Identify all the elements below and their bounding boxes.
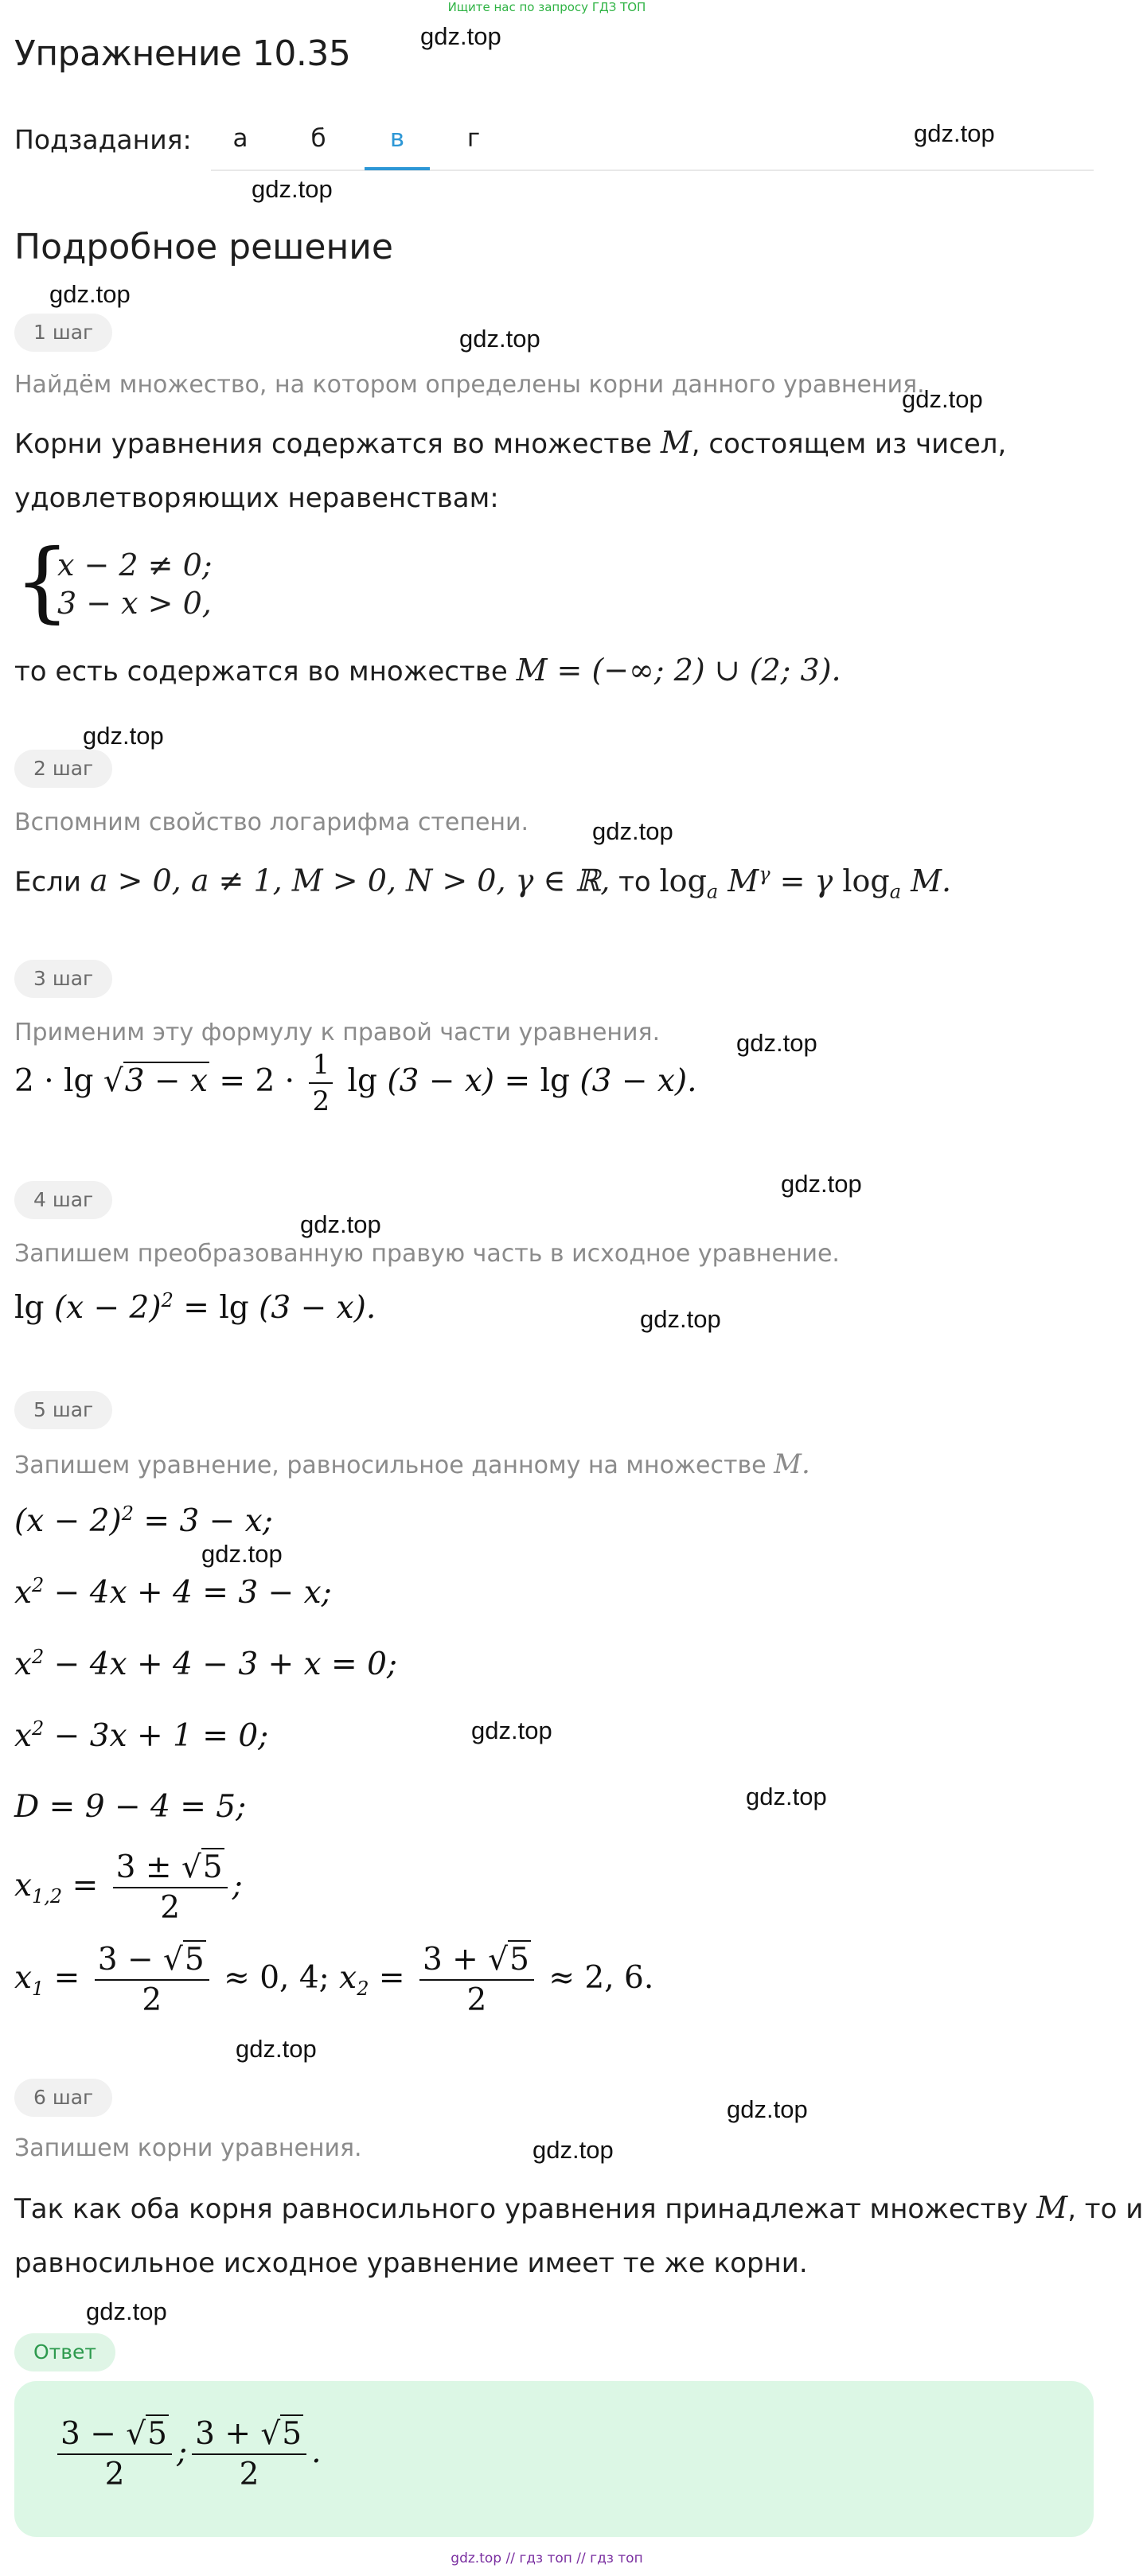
set-variable: M [660,425,692,460]
eq-line-2: $x^2 - 4x + 4 = 3 - x$; [14,1574,332,1611]
step-1-line-1-end: , состоящем из чисел, [691,428,1007,460]
step-1-line-1 [14,425,1006,460]
step-6-line-1 [14,2190,1143,2225]
roots-values: $x_1$ = $\frac{3 - √5}{2}$ ≈ 0, 4; $x_2$ = $\frac{3 + √5}{2}$ ≈ 2, 6. [14,1942,654,2018]
step-2-hint: Вспомним свойство логарифма степени. [14,809,529,836]
tab-b[interactable]: б [310,124,326,153]
watermark: gdz.top [532,2136,614,2164]
step-1-line-2: удовлетворяющих неравенствам: [14,482,499,514]
step-5-badge: 5 шаг [14,1391,112,1429]
step-6-line-2: равносильное исходное уравнение имеет те же корни. [14,2247,808,2279]
page-title: Упражнение 10.35 [14,33,351,74]
subtasks-label: Подзадания: [14,124,192,155]
watermark: gdz.top [420,22,501,50]
watermark: gdz.top [640,1305,721,1333]
tab-divider [211,170,1094,171]
watermark: gdz.top [49,280,131,308]
step-5-hint [14,1448,810,1480]
step-1-line-1-text: Корни уравнения содержатся во множестве [14,428,653,460]
step-1-hint: Найдём множество, на котором определены корни данного уравнения. [14,371,925,399]
watermark: gdz.top [746,1783,827,1810]
watermark: gdz.top [592,817,673,845]
tab-v[interactable]: в [389,124,405,153]
watermark: gdz.top [914,119,995,147]
step-3-badge: 3 шаг [14,960,112,998]
answer-value: $\frac{3 - √5}{2}$ ; $\frac{3 + √5}{2}$ . [53,2416,321,2492]
watermark: gdz.top [781,1170,862,1198]
step-6-hint: Запишем корни уравнения. [14,2134,362,2162]
system-line-1: x − 2 ≠ 0; [57,548,213,583]
solution-heading: Подробное решение [14,227,393,267]
domain-set: M = (−∞; 2) ∪ (2; 3). [516,653,841,688]
step-1-line-3-text: то есть содержатся во множестве [14,656,508,688]
eq-line-1: $(x - 2)^2 = 3 - x$; [14,1502,273,1539]
step-5-hint-var: M. [774,1448,810,1480]
eq-line-3: $x^2 - 4x + 4 - 3 + x = 0$; [14,1646,398,1682]
watermark: gdz.top [83,722,164,750]
step-2-line [14,863,951,902]
step-2-badge: 2 шаг [14,750,112,788]
step-1-line-3 [14,653,841,688]
watermark: gdz.top [201,1540,283,1568]
step-6-line-1-end: , то и [1067,2193,1143,2225]
step-4-equation: $\lg (x - 2)^2 = \lg (3 - x)$. [14,1289,376,1326]
step-4-hint: Запишем преобразованную правую часть в исходное уравнение. [14,1240,840,1268]
system-line-2: 3 − x > 0, [57,586,212,621]
watermark: gdz.top [300,1210,381,1238]
watermark: gdz.top [471,1717,552,1744]
roots-formula: $x_{1,2}$ = $\frac{3 \pm √5}{2}$ ; [14,1849,243,1926]
system-brace: { [14,530,70,632]
watermark: gdz.top [459,325,540,353]
step-6-var: M [1036,2190,1068,2225]
tab-a[interactable]: а [232,124,248,153]
tab-g[interactable]: г [466,124,481,153]
step-2-mid: то [618,866,651,898]
step-1-badge: 1 шаг [14,314,112,352]
step-3-equation: 2 · lg √3 − x = 2 · $\frac{1}{2}$ lg (3 − x) = lg (3 − x). [14,1049,697,1117]
watermark: gdz.top [736,1029,817,1057]
step-6-line-1-text: Так как оба корня равносильного уравнения принадлежат множеству [14,2193,1028,2225]
watermark: gdz.top [727,2095,808,2123]
answer-badge: Ответ [14,2333,115,2371]
log-power-formula: $\log_a M^\gamma = \gamma$ $\log_a M$. [659,863,952,903]
step-6-badge: 6 шаг [14,2079,112,2117]
step-4-badge: 4 шаг [14,1181,112,1219]
eq-line-4: $x^2 - 3x + 1 = 0$; [14,1717,269,1754]
log-conditions: a > 0, a ≠ 1, M > 0, N > 0, γ ∈ ℝ, [89,863,611,898]
step-3-hint: Применим эту формулу к правой части уравнения. [14,1019,661,1046]
watermark: gdz.top [902,385,983,413]
footer: gdz.top // гдз топ // гдз топ [451,2551,643,2566]
step-5-hint-text: Запишем уравнение, равносильное данному на множестве [14,1452,767,1479]
top-note: Ищите нас по запросу ГДЗ ТОП [447,0,646,14]
watermark: gdz.top [252,175,333,203]
watermark: gdz.top [86,2297,167,2325]
step-2-prefix: Если [14,866,82,898]
watermark: gdz.top [236,2035,317,2063]
discriminant: D = 9 − 4 = 5; [14,1789,247,1825]
active-tab-indicator [365,167,430,170]
